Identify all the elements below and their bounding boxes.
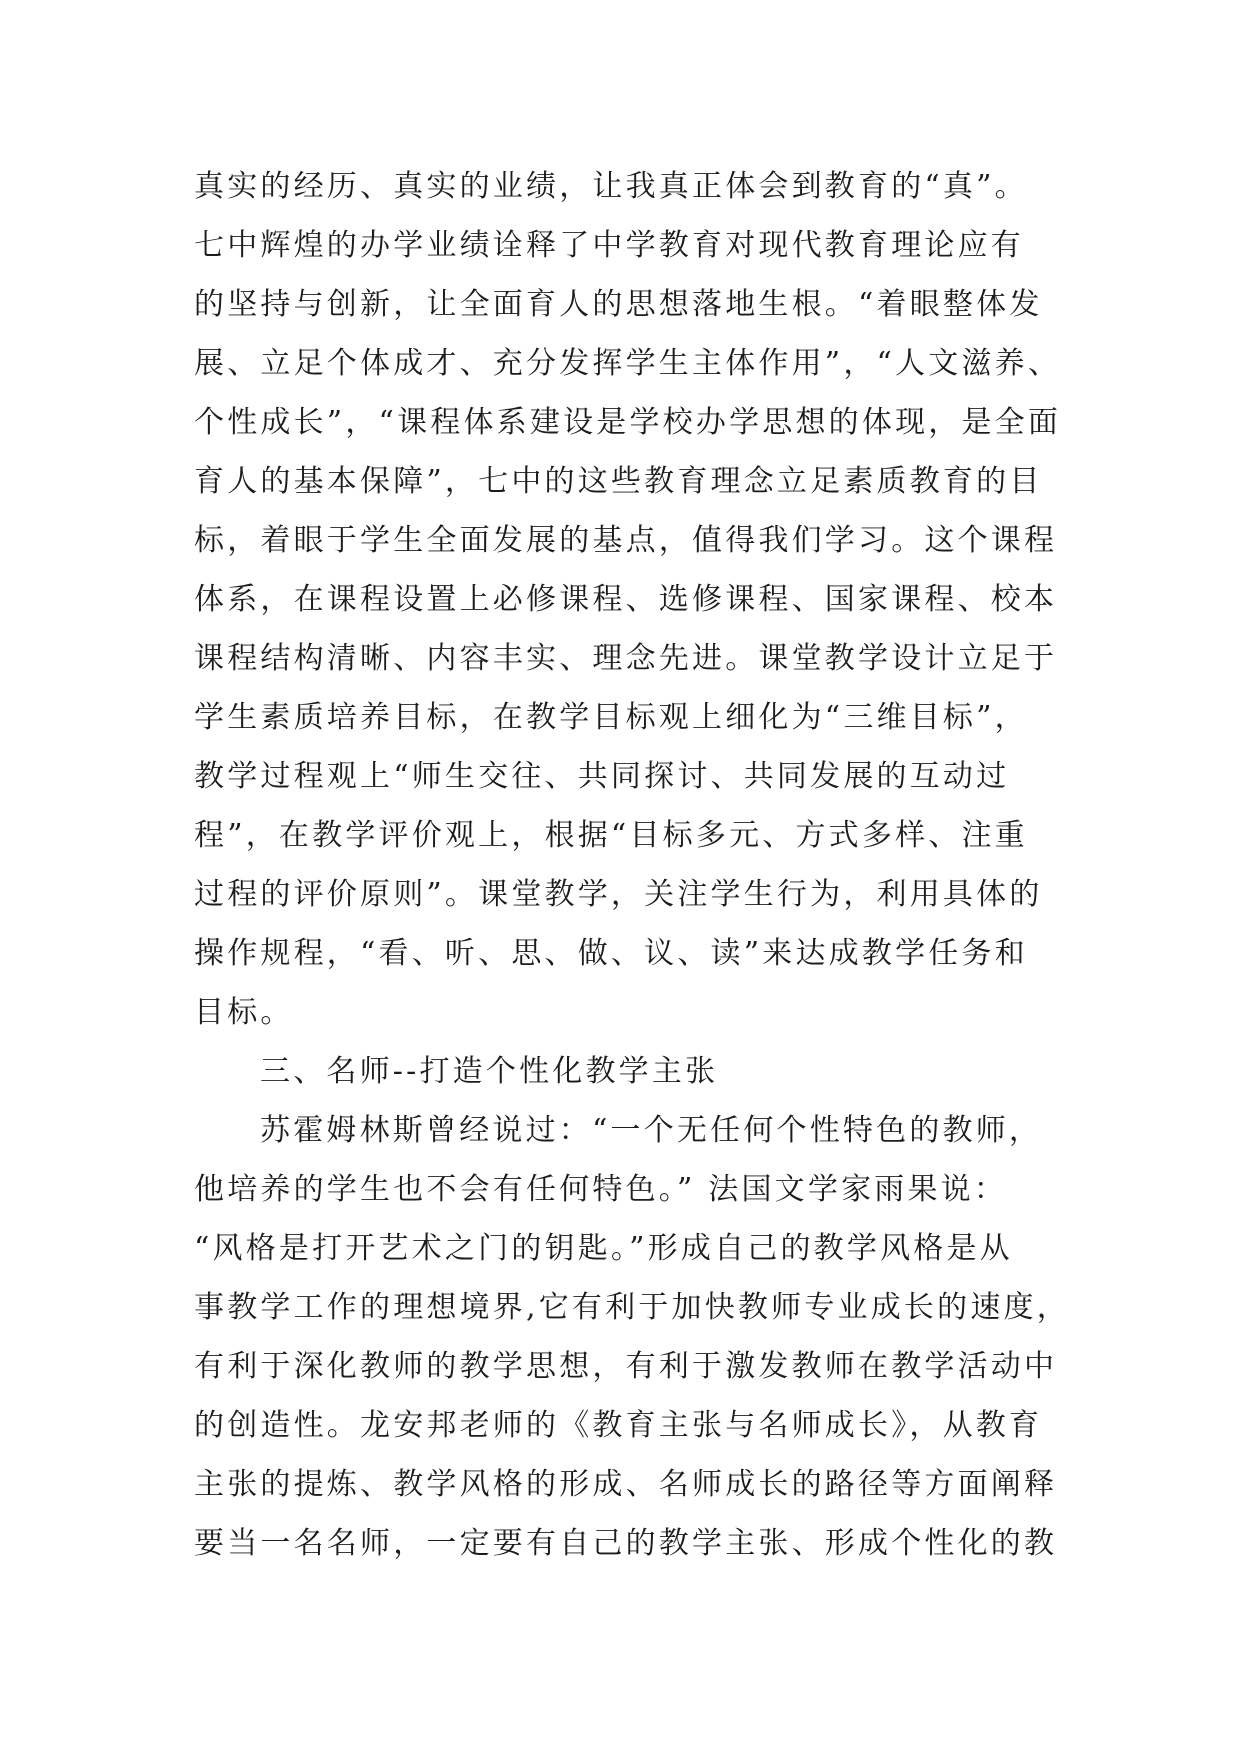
text-line: 体系，在课程设置上必修课程、选修课程、国家课程、校本 bbox=[194, 582, 1058, 617]
text-line: 目标。 bbox=[194, 995, 294, 1030]
text-line: 事教学工作的理想境界,它有利于加快教师专业成长的速度， bbox=[194, 1290, 1070, 1325]
text-line: 的坚持与创新，让全面育人的思想落地生根。“着眼整体发 bbox=[194, 287, 1043, 322]
body-text bbox=[194, 157, 1154, 1573]
paragraph bbox=[194, 1101, 1154, 1573]
text-line: 标，着眼于学生全面发展的基点，值得我们学习。这个课程 bbox=[194, 523, 1058, 558]
text-line: 课程结构清晰、内容丰实、理念先进。课堂教学设计立足于 bbox=[194, 641, 1058, 676]
text-line: 真实的经历、真实的业绩，让我真正体会到教育的“真”。 bbox=[194, 169, 1028, 204]
text-line: 有利于深化教师的教学思想，有利于激发教师在教学活动中 bbox=[194, 1349, 1058, 1384]
section-heading: 三、名师--打造个性化教学主张 bbox=[260, 1054, 719, 1089]
text-line: 的创造性。龙安邦老师的《教育主张与名师成长》，从教育 bbox=[194, 1408, 1043, 1443]
text-line: 要当一名名师，一定要有自己的教学主张、形成个性化的教 bbox=[194, 1526, 1058, 1561]
text-line: 七中辉煌的办学业绩诠释了中学教育对现代教育理论应有 bbox=[194, 228, 1024, 263]
text-line: 他培养的学生也不会有任何特色。” 法国文学家雨果说： bbox=[194, 1172, 1008, 1207]
text-line: 过程的评价原则”。课堂教学，关注学生行为，利用具体的 bbox=[194, 877, 1043, 912]
paragraph-continued bbox=[194, 157, 1154, 1042]
text-line: 苏霍姆林斯曾经说过：“一个无任何个性特色的教师， bbox=[260, 1113, 1043, 1148]
section-heading-block bbox=[194, 1042, 1154, 1101]
text-line: 教学过程观上“师生交往、共同探讨、共同发展的互动过 bbox=[194, 759, 1010, 794]
text-line: 主张的提炼、教学风格的形成、名师成长的路径等方面阐释 bbox=[194, 1467, 1058, 1502]
text-line: “风格是打开艺术之门的钥匙。”形成自己的教学风格是从 bbox=[194, 1231, 1013, 1266]
text-line: 育人的基本保障”，七中的这些教育理念立足素质教育的目 bbox=[194, 464, 1043, 499]
text-line: 展、立足个体成才、充分发挥学生主体作用”，“人文滋养、 bbox=[194, 346, 1062, 381]
text-line: 操作规程，“看、听、思、做、议、读”来达成教学任务和 bbox=[194, 936, 1028, 971]
text-line: 程”，在教学评价观上，根据“目标多元、方式多样、注重 bbox=[194, 818, 1028, 853]
text-line: 学生素质培养目标，在教学目标观上细化为“三维目标”， bbox=[194, 700, 1028, 735]
text-line: 个性成长”，“课程体系建设是学校办学思想的体现，是全面 bbox=[194, 405, 1062, 440]
